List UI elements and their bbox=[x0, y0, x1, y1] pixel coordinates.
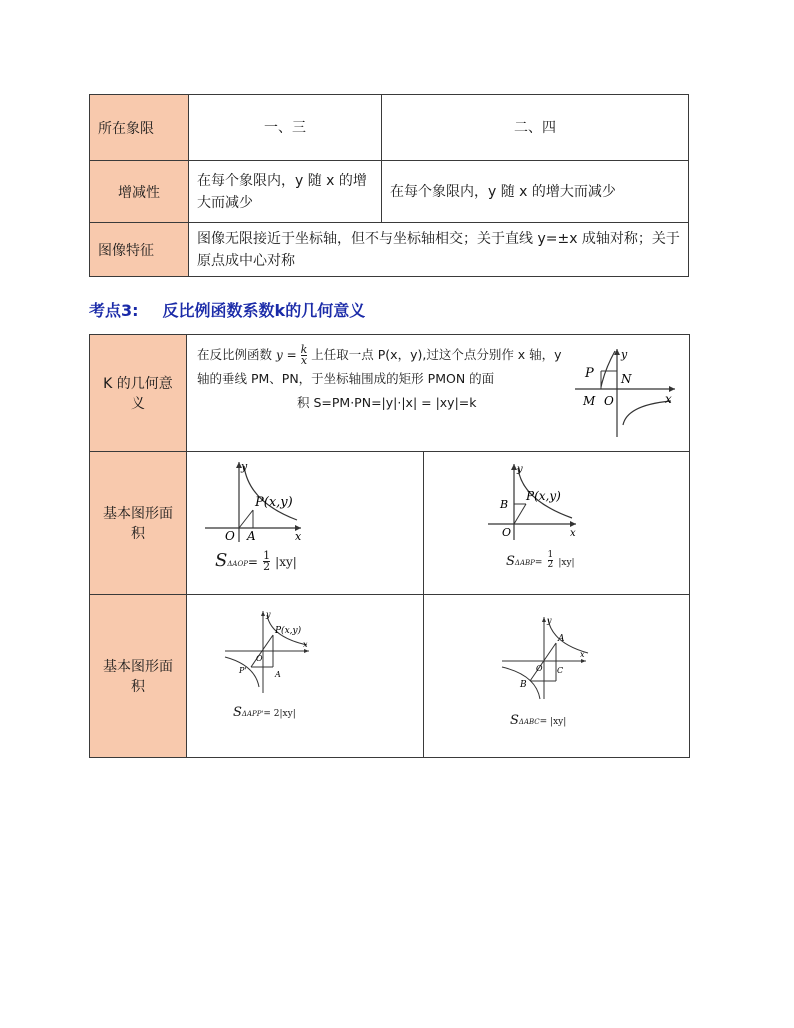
k-meaning-table bbox=[89, 334, 690, 758]
svg-text:y: y bbox=[241, 460, 248, 473]
figure-cell-app bbox=[187, 595, 424, 758]
table-row bbox=[90, 95, 689, 161]
section-number: 考点3: bbox=[89, 301, 139, 320]
figure-cell-aop bbox=[187, 452, 424, 595]
table-row bbox=[90, 223, 689, 277]
svg-text:P(x,y): P(x,y) bbox=[275, 626, 302, 636]
svg-text:y: y bbox=[517, 464, 523, 475]
area-formula-abc: SΔABC= |xy| bbox=[510, 713, 567, 728]
svg-text:O: O bbox=[604, 394, 614, 408]
triangle-app-figure bbox=[223, 607, 313, 697]
table-row bbox=[90, 595, 690, 758]
rectangle-pmon-figure bbox=[571, 345, 679, 439]
area-formula-app: SΔAPP'= 2|xy| bbox=[233, 705, 296, 720]
svg-text:O: O bbox=[536, 664, 543, 673]
row-label-quadrant: 所在象限 bbox=[90, 95, 189, 161]
section-heading bbox=[89, 298, 365, 321]
svg-text:y: y bbox=[621, 348, 628, 361]
monotonic-positive-k: 在每个象限内，y 随 x 的增大而减少 bbox=[189, 161, 382, 223]
svg-text:y: y bbox=[266, 610, 271, 619]
svg-text:P: P bbox=[585, 366, 594, 381]
triangle-abc-figure bbox=[500, 613, 590, 703]
area-formula-abp: SΔABP= $\frac{1}{2}$ |xy| bbox=[506, 550, 575, 570]
svg-text:x: x bbox=[580, 650, 585, 659]
quadrant-positive-k: 一、三 bbox=[189, 95, 382, 161]
figure-cell-abc bbox=[424, 595, 690, 758]
triangle-aop-figure bbox=[203, 458, 309, 544]
row-label-features: 图像特征 bbox=[90, 223, 189, 277]
svg-text:y: y bbox=[547, 616, 552, 625]
svg-text:x: x bbox=[665, 392, 672, 406]
svg-text:P(x,y): P(x,y) bbox=[255, 495, 293, 510]
svg-text:O: O bbox=[502, 526, 512, 539]
triangle-abp-figure bbox=[486, 460, 582, 542]
row-label-basic-area: 基本图形面积 bbox=[90, 452, 187, 595]
svg-text:N: N bbox=[621, 372, 632, 386]
svg-text:x: x bbox=[295, 530, 302, 543]
svg-text:P(x,y): P(x,y) bbox=[526, 489, 561, 503]
row-label-basic-area: 基本图形面积 bbox=[90, 595, 187, 758]
quadrant-negative-k: 二、四 bbox=[382, 95, 689, 161]
svg-text:A: A bbox=[558, 634, 565, 644]
row-label-k-meaning: K 的几何意义 bbox=[90, 335, 187, 452]
table-row bbox=[90, 161, 689, 223]
svg-text:M: M bbox=[583, 394, 596, 408]
svg-text:C: C bbox=[557, 666, 564, 675]
area-formula-aop: SΔAOP= $\frac{1}{2}$ |xy| bbox=[215, 549, 297, 573]
svg-text:B: B bbox=[500, 498, 509, 511]
svg-text:A: A bbox=[247, 529, 256, 543]
svg-text:x: x bbox=[570, 528, 576, 539]
svg-text:B: B bbox=[520, 680, 527, 690]
svg-text:A: A bbox=[275, 670, 281, 679]
function-fraction: $\frac{k}{x}$ bbox=[300, 343, 308, 367]
row-label-monotonic: 增减性 bbox=[90, 161, 189, 223]
figure-cell-abp bbox=[424, 452, 690, 595]
svg-text:O: O bbox=[225, 529, 235, 543]
svg-text:x: x bbox=[303, 640, 308, 649]
monotonic-negative-k: 在每个象限内，y 随 x 的增大而减少 bbox=[382, 161, 689, 223]
svg-text:P': P' bbox=[239, 666, 247, 675]
svg-text:O: O bbox=[256, 654, 263, 663]
table-row bbox=[90, 452, 690, 595]
graph-features-text: 图像无限接近于坐标轴，但不与坐标轴相交；关于直线 y=±x 成轴对称；关于原点成中心对称 bbox=[189, 223, 689, 277]
properties-table bbox=[89, 94, 689, 277]
k-meaning-cell bbox=[187, 335, 690, 452]
section-title: 反比例函数系数k的几何意义 bbox=[162, 301, 366, 320]
table-row bbox=[90, 335, 690, 452]
k-meaning-text: 在反比例函数 y = $\frac{k}{x}$ 上任取一点 P(x，y),过这个点分别作 x 轴，y 轴的垂线 PM、PN，于坐标轴围成的矩形 PMON 的面 积 S=PM·PN=|y|·|x| = |xy|=k bbox=[197, 343, 562, 410]
